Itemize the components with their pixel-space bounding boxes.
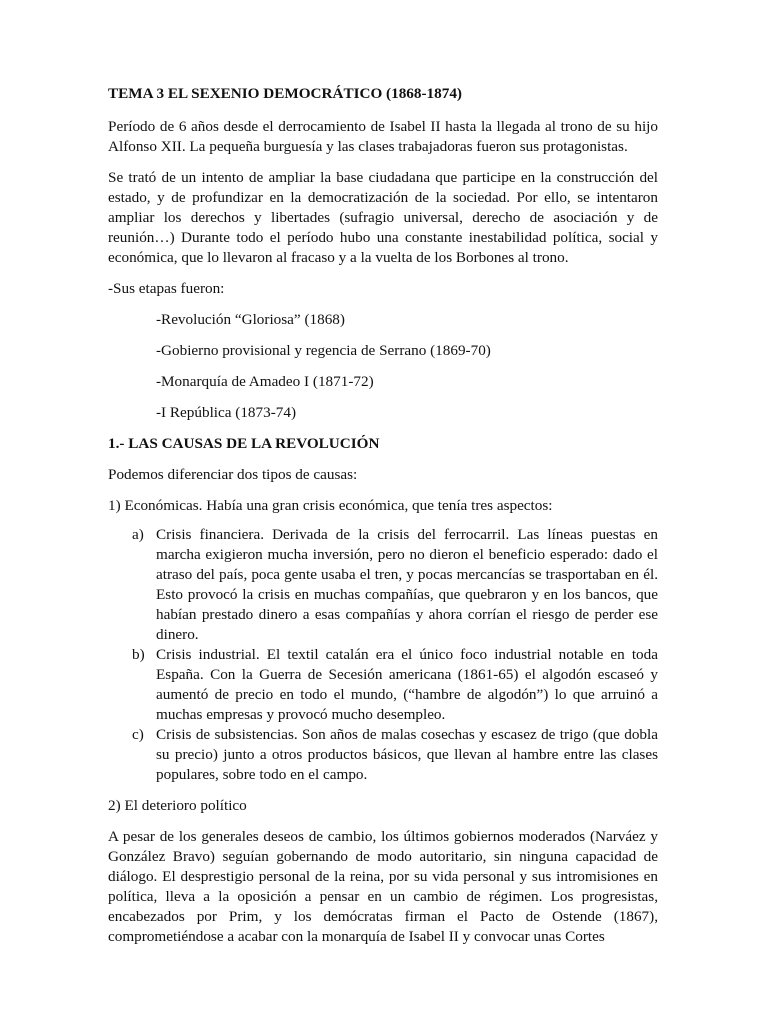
- stage-item: -Monarquía de Amadeo I (1871-72): [156, 373, 374, 390]
- political-causes-paragraph: A pesar de los generales deseos de cambio, los últimos gobiernos moderados (Narváez y González Bravo) seguían gobernando de modo autoritario, sin ninguna capacidad de diálogo. El desprestigio personal de la reina, por su vida personal y sus intromisiones en política, lleva a la oposición a pensar en un cambio de régimen. Los progresistas, encabezados por Prim, y los demócratas firman el Pacto de Ostende (1867), comprometiéndose a acabar con la monarquía de Isabel II y convocar unas Cortes: [108, 828, 658, 945]
- stage-item: -I República (1873-74): [156, 404, 297, 421]
- list-item-text: Crisis industrial. El textil catalán era el único foco industrial notable en toda España. Con la Guerra de Secesión americana (1861-65) el algodón escaseó y aumentó de precio en todo el mundo, (“hambre de algodón”) lo que arruinó a muchas empresas y provocó mucho desempleo.: [156, 646, 658, 723]
- list-item: [108, 525, 658, 645]
- list-marker: b): [132, 646, 145, 663]
- list-item-text: Crisis de subsistencias. Son años de malas cosechas y escasez de trigo (que dobla su precio) junto a otros productos básicos, que llevan al hambre entre las clases populares, sobre todo en el campo.: [156, 726, 658, 783]
- economic-causes-intro: 1) Económicas. Había una gran crisis económica, que tenía tres aspectos:: [108, 497, 553, 514]
- list-marker: a): [132, 526, 144, 543]
- list-item-text: Crisis financiera. Derivada de la crisis del ferrocarril. Las líneas puestas en marcha exigieron mucha inversión, pero no dieron el beneficio esperado: dado el atraso del país, poca gente usaba el tren, y pocas mercancías se trasportaban en él. Esto provocó la crisis en muchas compañías, que quebraron y en los bancos, que habían prestado dinero a esas compañías y ahora corrían el riesgo de perder ese dinero.: [156, 526, 658, 643]
- intro-paragraph-1: Período de 6 años desde el derrocamiento de Isabel II hasta la llegada al trono de su hijo Alfonso XII. La pequeña burguesía y las clases trabajadoras fueron sus protagonistas.: [108, 118, 658, 155]
- stage-item: -Revolución “Gloriosa” (1868): [156, 311, 345, 328]
- document-title: TEMA 3 EL SEXENIO DEMOCRÁTICO (1868-1874): [108, 85, 462, 102]
- stages-intro: -Sus etapas fueron:: [108, 280, 225, 297]
- intro-paragraph-2: Se trató de un intento de ampliar la base ciudadana que participe en la construcción del estado, y de profundizar en la democratización de la sociedad. Por ello, se intentaron ampliar los derechos y libertades (sufragio universal, derecho de asociación y de reunión…) Durante todo el período hubo una constante inestabilidad política, social y económica, que lo llevaron al fracaso y a la vuelta de los Borbones al trono.: [108, 169, 658, 266]
- economic-causes-list: [108, 525, 658, 785]
- document-body: [108, 84, 658, 958]
- list-item: [108, 645, 658, 725]
- political-causes-intro: 2) El deterioro político: [108, 797, 247, 814]
- causes-lead: Podemos diferenciar dos tipos de causas:: [108, 466, 358, 483]
- stage-item: -Gobierno provisional y regencia de Serrano (1869-70): [156, 342, 491, 359]
- list-marker: c): [132, 726, 144, 743]
- list-item: [108, 725, 658, 785]
- section-heading: 1.- LAS CAUSAS DE LA REVOLUCIÓN: [108, 435, 380, 452]
